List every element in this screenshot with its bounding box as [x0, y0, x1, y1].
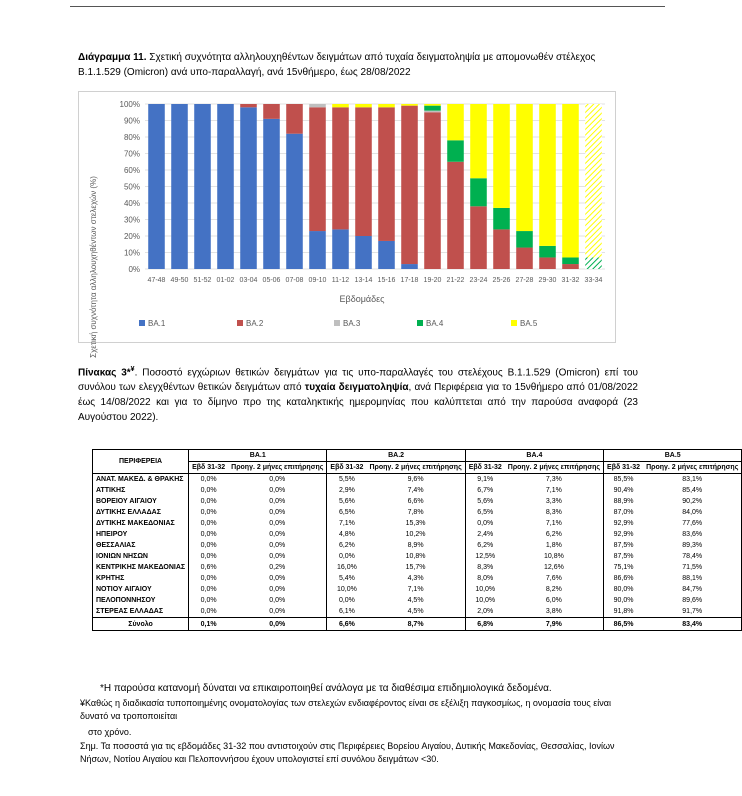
table-cell: 87,5% — [604, 551, 644, 562]
table-cell: 90,2% — [682, 498, 703, 505]
region-name: ΗΠΕΙΡΟΥ — [96, 531, 128, 538]
table-cell: 86,6% — [604, 573, 644, 584]
legend-swatch-ba4 — [417, 320, 423, 326]
table-cell: 10,2% — [405, 531, 426, 538]
bar-segment-ba1-49-50 — [171, 104, 188, 269]
table-cell: 0,6% — [189, 562, 229, 573]
table-cell: 7,8% — [407, 509, 424, 516]
bar-segment-ba2-25-26 — [493, 229, 510, 269]
table-row — [93, 551, 742, 562]
x-tick-label: 03-04 — [239, 277, 258, 284]
table-cell: 0,0% — [189, 518, 229, 529]
table-cell: 10,8% — [543, 553, 564, 560]
table-cell: 12,6% — [543, 564, 564, 571]
table-row — [93, 540, 742, 551]
table-cell: 6,6% — [407, 498, 424, 505]
x-tick-label: 23-24 — [469, 277, 488, 284]
bar-segment-ba2-07-08 — [286, 104, 303, 134]
table-cell: 0,0% — [269, 476, 286, 483]
bar-segment-ba5-19-20 — [424, 104, 441, 106]
table-cell: 10,0% — [465, 584, 505, 595]
bar-segment-ba2-05-06 — [263, 104, 280, 119]
y-tick-label: 0% — [128, 265, 140, 274]
x-tick-label: 29-30 — [538, 277, 557, 284]
footnote-3: στο χρόνο. — [88, 727, 132, 737]
gridlines — [145, 104, 605, 269]
table-cell: 2,0% — [465, 606, 505, 618]
table-cell: 0,0% — [228, 618, 327, 631]
table-row — [93, 529, 742, 540]
table-cell: 8,7% — [366, 618, 465, 631]
footnote-1: *Η παρούσα κατανομή δύναται να επικαιροποιηθεί ανάλογα με τα διαθέσιμα επιδημιολογικά δεδομένα. — [100, 683, 552, 694]
x-tick-labels — [148, 277, 603, 284]
sub-header-week: Εβδ 31-32 — [465, 462, 505, 474]
legend-label-ba2: BA.2 — [246, 319, 264, 328]
table-cell: 71,5% — [682, 564, 703, 571]
bar-segment-ba1-03-04 — [240, 107, 257, 269]
figure-caption — [78, 50, 638, 80]
table-caption-superscript: ¥ — [130, 366, 135, 373]
table-caption-text-1: . Ποσοστό εγχώριων θετικών δειγμάτων για τις υπο-παραλλαγές του στελέχους B.1.1.529 (Omicron) επί του συνόλου των ελεγχθέντων θετικών δειγμάτων από — [78, 367, 638, 394]
bar-segment-ba2-11-12 — [332, 107, 349, 229]
table-cell: 0,0% — [189, 584, 229, 595]
table-cell: 8,9% — [407, 542, 424, 549]
bar-segment-ba2-31-32 — [562, 264, 579, 269]
table-row — [93, 584, 742, 595]
table-cell: 0,0% — [189, 485, 229, 496]
y-tick-label: 20% — [123, 232, 140, 241]
table-cell: 0,0% — [269, 597, 286, 604]
table-total-row — [93, 618, 742, 631]
legend-swatch-ba5 — [511, 320, 517, 326]
table-caption-label: Πίνακας 3* — [78, 367, 131, 379]
table-cell: 92,9% — [604, 518, 644, 529]
y-tick-label: 90% — [123, 116, 140, 126]
table-cell: 10,8% — [405, 553, 426, 560]
x-tick-label: 07-08 — [285, 277, 304, 284]
bar-segment-ba5-23-24 — [470, 104, 487, 178]
x-tick-label: 05-06 — [262, 277, 281, 284]
table-cell: 0,0% — [269, 487, 286, 494]
table-cell: 3,3% — [545, 498, 562, 505]
sub-header-week: Εβδ 31-32 — [189, 462, 229, 474]
x-tick-label: 15-16 — [377, 277, 396, 284]
bar-segment-ba5-13-14 — [355, 104, 372, 107]
table-cell: 84,7% — [682, 586, 703, 593]
table-body — [93, 474, 742, 631]
y-tick-label: 30% — [123, 215, 140, 225]
table-cell: 5,4% — [327, 573, 367, 584]
y-tick-label: 70% — [123, 149, 140, 159]
table-cell: 6,5% — [327, 507, 367, 518]
bar-segment-ba2-15-16 — [378, 107, 395, 241]
sub-header-prev-months: Προηγ. 2 μήνες επιτήρησης — [646, 464, 739, 471]
region-name: ΚΡΗΤΗΣ — [96, 575, 125, 582]
x-tick-label: 25-26 — [492, 277, 511, 284]
table-cell: 83,1% — [682, 476, 703, 483]
region-name: ΑΝΑΤ. ΜΑΚΕΔ. & ΘΡΑΚΗΣ — [96, 476, 184, 483]
table-cell: 0,0% — [189, 507, 229, 518]
table-cell: 0,0% — [189, 606, 229, 618]
y-tick-label: 60% — [123, 166, 140, 175]
table-cell: 5,5% — [327, 474, 367, 486]
y-tick-label: 10% — [123, 248, 140, 258]
table-cell: 87,0% — [604, 507, 644, 518]
table-cell: 0,0% — [189, 595, 229, 606]
region-name: ΑΤΤΙΚΗΣ — [96, 487, 126, 494]
table-cell: 8,3% — [545, 509, 562, 516]
y-tick-label: 100% — [119, 100, 140, 109]
bar-segment-ba4-19-20 — [424, 106, 441, 111]
bar-segment-ba4-25-26 — [493, 208, 510, 229]
table-cell: 0,1% — [189, 618, 229, 631]
table-cell: 8,2% — [545, 586, 562, 593]
x-axis-label: Εβδομάδες — [339, 294, 385, 304]
top-rule — [70, 6, 665, 7]
table-cell: 89,6% — [682, 597, 703, 604]
footnote-4: Σημ. Τα ποσοστά για τις εβδομάδες 31-32 που αντιστοιχούν στις Περιφέρειες Βορείου Αιγαίου, Δυτικής Μακεδονίας, Θεσσαλίας, Ιονίων Νήσων, Νοτίου Αιγαίου και Πελοποννήσου έχουν υπολογιστεί επί συνόλου δειγμάτων <30. — [80, 741, 615, 764]
table-cell: 0,0% — [189, 540, 229, 551]
bar-segment-ba1-47-48 — [148, 104, 165, 269]
table-cell: 90,4% — [604, 485, 644, 496]
table-cell: 7,9% — [505, 618, 604, 631]
bar-segment-ba2-23-24 — [470, 206, 487, 269]
sub-header-prev-months: Προηγ. 2 μήνες επιτήρησης — [507, 464, 601, 471]
bar-segment-ba2-21-22 — [447, 162, 464, 269]
table-cell: 88,1% — [682, 575, 703, 582]
x-tick-label: 21-22 — [446, 277, 465, 284]
region-name: ΣΤΕΡΕΑΣ ΕΛΛΑΔΑΣ — [96, 608, 164, 615]
region-name: Σύνολο — [93, 618, 189, 631]
bar-segment-ba2-03-04 — [240, 104, 257, 107]
bar-segment-ba2-09-10 — [309, 107, 326, 231]
table-cell: 0,0% — [465, 518, 505, 529]
table-cell: 0,0% — [269, 608, 286, 615]
table-cell: 0,0% — [189, 551, 229, 562]
bar-segment-ba5-31-32 — [562, 104, 579, 257]
table-cell: 6,6% — [327, 618, 367, 631]
table-cell: 77,6% — [682, 520, 703, 527]
bar-segment-ba4-27-28 — [516, 231, 533, 248]
table-cell: 2,4% — [465, 529, 505, 540]
table-cell: 92,9% — [604, 529, 644, 540]
table-cell: 83,6% — [682, 531, 703, 538]
table-cell: 86,5% — [604, 618, 644, 631]
x-tick-label: 09-10 — [308, 277, 327, 284]
table-cell: 6,1% — [327, 606, 367, 618]
bar-segment-ba4-31-32 — [562, 257, 579, 264]
chart-svg — [79, 92, 615, 358]
table-cell: 80,0% — [604, 584, 644, 595]
legend-label-ba3: BA.3 — [343, 319, 361, 328]
region-name: ΝΟΤΙΟΥ ΑΙΓΑΙΟΥ — [96, 586, 152, 593]
table-cell: 15,7% — [405, 564, 426, 571]
table-cell: 2,9% — [327, 485, 367, 496]
bar-segment-ba1-15-16 — [378, 241, 395, 269]
region-name: ΚΕΝΤΡΙΚΗΣ ΜΑΚΕΔΟΝΙΑΣ — [96, 564, 186, 571]
legend-label-ba4: BA.4 — [426, 319, 444, 328]
y-tick-label: 80% — [123, 133, 140, 142]
table-cell: 4,3% — [407, 575, 424, 582]
bar-segment-ba5-33-34 — [585, 104, 602, 257]
table-cell: 85,4% — [682, 487, 703, 494]
table-cell: 4,5% — [407, 597, 424, 604]
bar-segment-ba3-19-20 — [424, 111, 441, 113]
legend-label-ba5: BA.5 — [520, 319, 538, 328]
bar-segment-ba5-17-18 — [401, 104, 418, 106]
table-cell: 0,0% — [189, 573, 229, 584]
table-cell: 0,0% — [189, 529, 229, 540]
table-cell: 6,7% — [465, 485, 505, 496]
x-tick-label: 13-14 — [354, 277, 373, 284]
bar-segment-ba2-27-28 — [516, 248, 533, 269]
table-cell: 3,8% — [545, 608, 562, 615]
bar-segment-ba2-17-18 — [401, 106, 418, 264]
x-tick-label: 31-32 — [561, 277, 580, 284]
x-tick-label: 47-48 — [147, 277, 166, 284]
table-cell: 0,0% — [327, 551, 367, 562]
bar-segment-ba1-07-08 — [286, 134, 303, 269]
table-cell: 0,0% — [269, 531, 286, 538]
stacked-bar-chart — [78, 91, 616, 358]
bar-segment-ba4-29-30 — [539, 246, 556, 258]
table-cell: 0,2% — [269, 564, 286, 571]
table-cell: 6,5% — [465, 507, 505, 518]
bar-segment-ba1-51-52 — [194, 104, 211, 269]
table-cell: 78,4% — [682, 553, 703, 560]
table-row — [93, 595, 742, 606]
bar-segment-ba2-29-30 — [539, 257, 556, 269]
x-tick-label: 27-28 — [515, 277, 534, 284]
bar-segment-ba2-13-14 — [355, 107, 372, 236]
table-row — [93, 562, 742, 573]
sub-header-row — [93, 462, 742, 474]
table-cell: 6,2% — [327, 540, 367, 551]
x-tick-label: 17-18 — [400, 277, 419, 284]
table-row — [93, 507, 742, 518]
table-cell: 75,1% — [604, 562, 644, 573]
x-tick-label: 33-34 — [584, 277, 603, 284]
table-cell: 4,5% — [407, 608, 424, 615]
regional-table — [92, 449, 742, 631]
y-tick-labels — [120, 100, 140, 274]
table-cell: 15,3% — [405, 520, 426, 527]
bar-segment-ba1-13-14 — [355, 236, 372, 269]
region-header: ΠΕΡΙΦΕΡΕΙΑ — [93, 450, 189, 474]
table-cell: 7,1% — [327, 518, 367, 529]
bar-segment-ba1-17-18 — [401, 264, 418, 269]
legend-swatch-ba1 — [139, 320, 145, 326]
x-tick-label: 11-12 — [331, 277, 350, 284]
bar-segment-ba5-15-16 — [378, 104, 395, 107]
bar-segment-ba5-29-30 — [539, 104, 556, 246]
table-cell: 7,1% — [545, 520, 562, 527]
table-cell: 12,5% — [465, 551, 505, 562]
table-cell: 6,2% — [465, 540, 505, 551]
table-cell: 9,6% — [407, 476, 424, 483]
table-cell: 7,1% — [545, 487, 562, 494]
bar-segment-ba1-11-12 — [332, 229, 349, 269]
table-cell: 7,3% — [545, 476, 562, 483]
table-cell: 7,1% — [407, 586, 424, 593]
table-caption — [78, 362, 638, 425]
x-tick-label: 49-50 — [170, 277, 189, 284]
region-name: ΘΕΣΣΑΛΙΑΣ — [96, 542, 136, 549]
table-cell: 88,9% — [604, 496, 644, 507]
table-cell: 8,0% — [465, 573, 505, 584]
table-cell: 0,0% — [269, 542, 286, 549]
region-name: ΙΟΝΙΩΝ ΝΗΣΩΝ — [96, 553, 148, 560]
table-cell: 10,0% — [465, 595, 505, 606]
legend-swatch-ba2 — [237, 320, 243, 326]
bar-segment-ba2-19-20 — [424, 112, 441, 269]
table-cell: 5,6% — [465, 496, 505, 507]
table-row — [93, 573, 742, 584]
sub-header-prev-months: Προηγ. 2 μήνες επιτήρησης — [231, 464, 324, 471]
legend — [139, 319, 538, 328]
table-cell: 5,6% — [327, 496, 367, 507]
table-caption-text-2: , ανά Περιφέρεια για το 15νθήμερο από 01/08/2022 έως 14/08/2022 και για το δίμηνο προ της καταληκτικής ημερομηνίας που καλύπτεται από την παρούσα αναφορά (23 Αυγούστου 2022). — [78, 382, 638, 424]
group-header-ba1: BA.1 — [189, 450, 327, 462]
bar-segment-ba5-27-28 — [516, 104, 533, 231]
table-cell: 0,0% — [189, 474, 229, 486]
table-cell: 6,0% — [545, 597, 562, 604]
table-cell: 0,0% — [269, 553, 286, 560]
table-cell: 83,4% — [643, 618, 742, 631]
group-header-ba5: BA.5 — [604, 450, 742, 462]
regional-table-wrapper — [92, 449, 742, 631]
table-cell: 9,1% — [465, 474, 505, 486]
region-name: ΒΟΡΕΙΟΥ ΑΙΓΑΙΟΥ — [96, 498, 157, 505]
table-caption-bold-mid: τυχαία δειγματοληψία — [304, 382, 409, 394]
bar-segment-ba5-25-26 — [493, 104, 510, 208]
table-cell: 85,5% — [604, 474, 644, 486]
bar-segment-ba1-05-06 — [263, 119, 280, 269]
x-tick-label: 19-20 — [423, 277, 442, 284]
table-cell: 7,4% — [407, 487, 424, 494]
table-row — [93, 496, 742, 507]
bar-segment-ba1-01-02 — [217, 104, 234, 269]
table-cell: 0,0% — [189, 496, 229, 507]
bar-segment-ba1-09-10 — [309, 231, 326, 269]
bar-segment-ba4-33-34 — [585, 257, 602, 269]
group-header-ba4: BA.4 — [465, 450, 603, 462]
table-row — [93, 485, 742, 496]
x-tick-label: 01-02 — [216, 277, 235, 284]
table-row — [93, 606, 742, 618]
table-cell: 89,3% — [682, 542, 703, 549]
bar-segment-ba4-21-22 — [447, 140, 464, 161]
x-tick-label: 51-52 — [193, 277, 212, 284]
table-cell: 6,2% — [545, 531, 562, 538]
table-cell: 0,0% — [269, 498, 286, 505]
legend-label-ba1: BA.1 — [148, 319, 166, 328]
bar-segment-ba4-23-24 — [470, 178, 487, 206]
y-axis-label: Σχετική συχνότητα αλληλουχηθέντων στελεχών (%) — [89, 176, 98, 358]
table-cell: 90,0% — [604, 595, 644, 606]
y-tick-label: 40% — [123, 199, 140, 208]
sub-header-prev-months: Προηγ. 2 μήνες επιτήρησης — [369, 464, 462, 471]
legend-swatch-ba3 — [334, 320, 340, 326]
bar-segment-ba5-21-22 — [447, 104, 464, 140]
table-cell: 1,8% — [545, 542, 562, 549]
table-cell: 87,5% — [604, 540, 644, 551]
footnote-2: ¥Καθώς η διαδικασία τυποποιημένης ονοματολογίας των στελεχών ενδιαφέροντος είναι σε εξέλιξη παγκοσμίως, η ονομασία τους είναι δυνατό να τροποποιείται — [80, 698, 611, 721]
sub-header-week: Εβδ 31-32 — [604, 462, 644, 474]
bar-segment-ba3-09-10 — [309, 104, 326, 107]
table-cell: 0,0% — [269, 586, 286, 593]
table-cell: 0,0% — [269, 520, 286, 527]
bar-segment-ba5-11-12 — [332, 104, 349, 107]
region-name: ΔΥΤΙΚΗΣ ΕΛΛΑΔΑΣ — [96, 509, 161, 516]
table-cell: 0,0% — [327, 595, 367, 606]
table-cell: 6,8% — [465, 618, 505, 631]
table-cell: 0,0% — [269, 509, 286, 516]
table-cell: 7,6% — [545, 575, 562, 582]
table-cell: 91,7% — [682, 608, 703, 615]
table-cell: 10,0% — [327, 584, 367, 595]
table-row — [93, 518, 742, 529]
group-header-ba2: BA.2 — [327, 450, 465, 462]
table-cell: 16,0% — [327, 562, 367, 573]
table-row — [93, 474, 742, 486]
figure-caption-text: Σχετική συχνότητα αλληλουχηθέντων δειγμάτων από τυχαία δειγματοληψία με απομονωθέν στέλεχος B.1.1.529 (Omicron) ανά υπο-παραλλαγή, ανά 15νθήμερο, έως 28/08/2022 — [78, 52, 596, 78]
sub-header-week: Εβδ 31-32 — [327, 462, 367, 474]
table-cell: 4,8% — [327, 529, 367, 540]
table-cell: 8,3% — [465, 562, 505, 573]
figure-caption-label: Διάγραμμα 11. — [78, 52, 147, 63]
table-cell: 0,0% — [269, 575, 286, 582]
table-cell: 84,0% — [682, 509, 703, 516]
table-cell: 91,8% — [604, 606, 644, 618]
y-tick-label: 50% — [123, 182, 140, 192]
region-name: ΠΕΛΟΠΟΝΝΗΣΟΥ — [96, 597, 156, 604]
region-name: ΔΥΤΙΚΗΣ ΜΑΚΕΔΟΝΙΑΣ — [96, 520, 175, 527]
